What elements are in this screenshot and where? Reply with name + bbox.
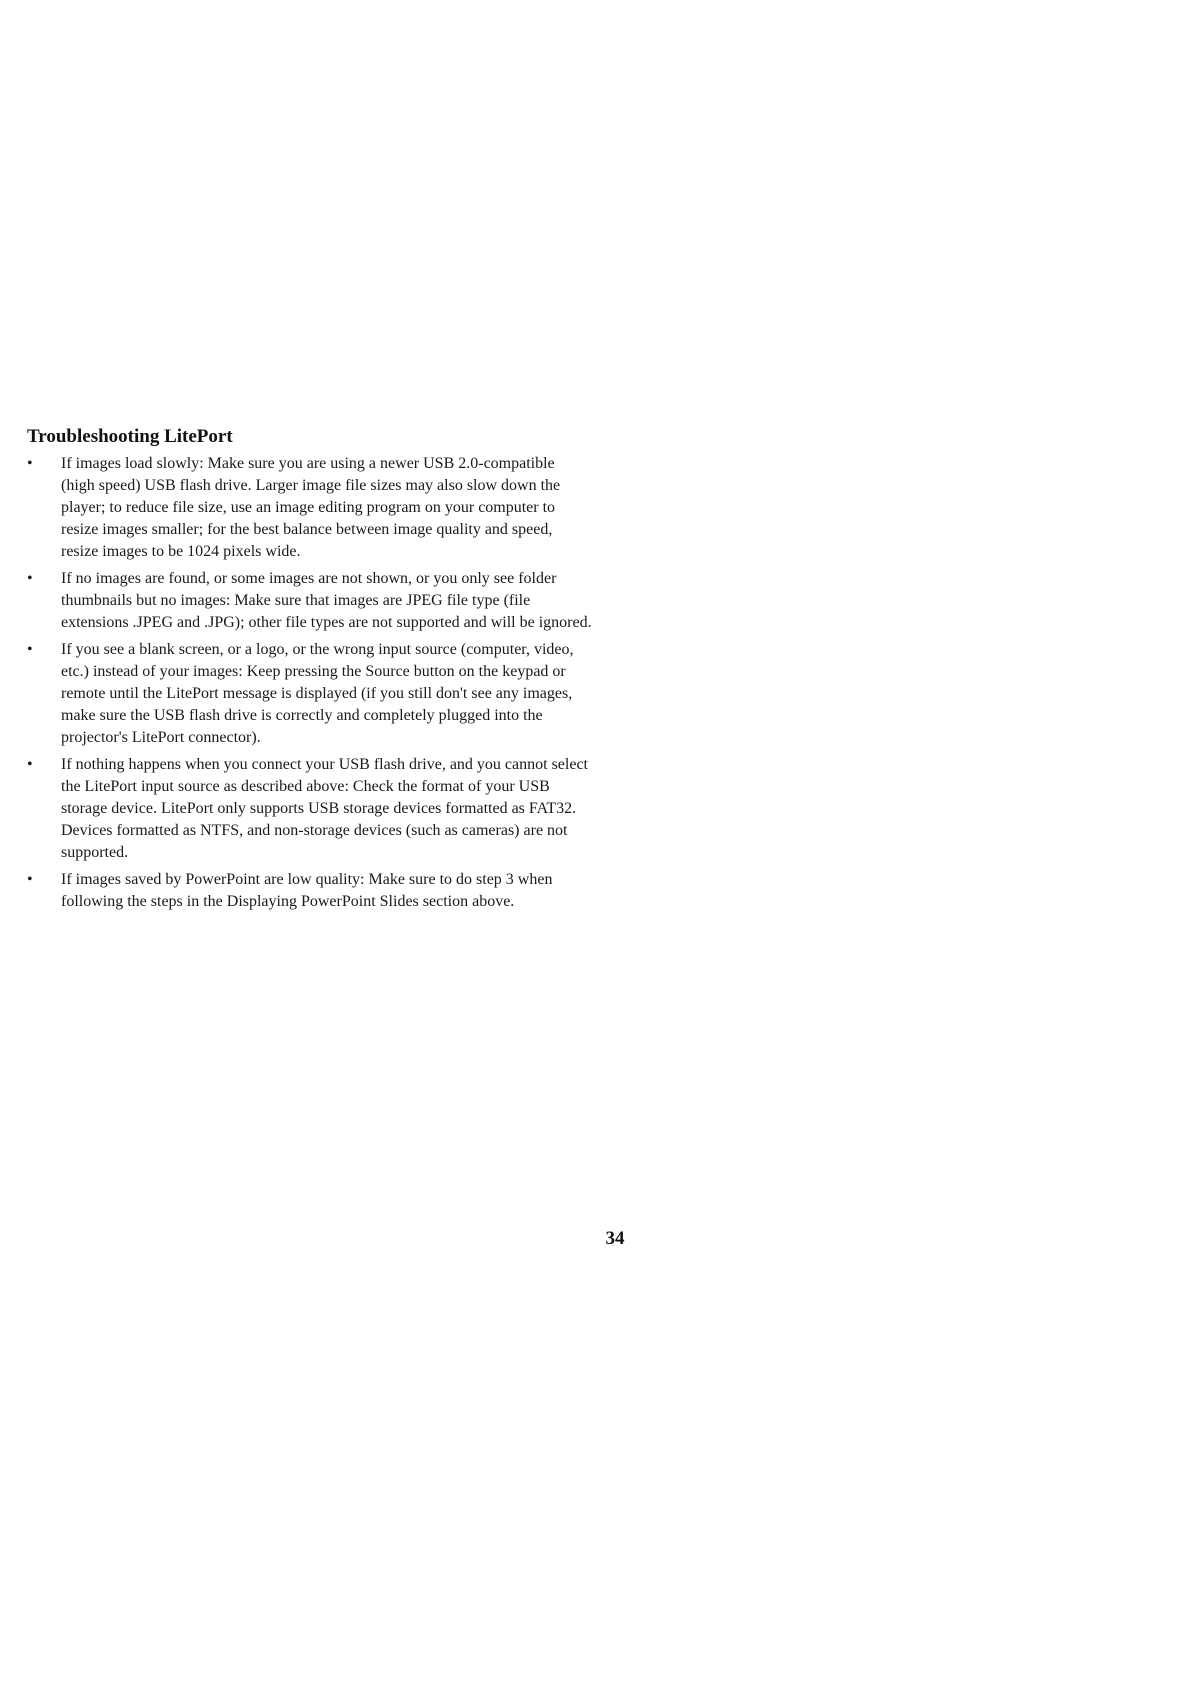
- list-item-text: If images saved by PowerPoint are low quality: Make sure to do step 3 when following the steps in the Displaying PowerPoint Slides section above.: [61, 871, 553, 910]
- list-item: [27, 869, 592, 913]
- bullet-icon: •: [27, 570, 33, 587]
- list-item: [27, 568, 592, 634]
- list-item-text: If images load slowly: Make sure you are using a newer USB 2.0-compatible (high speed) USB flash drive. Larger image file sizes may also slow down the player; to reduce file size, use an image editing program on your computer to resize images smaller; for the best balance between image quality and speed, resize images to be 1024 pixels wide.: [61, 455, 561, 560]
- bullet-icon: •: [27, 641, 33, 658]
- bullet-icon: •: [27, 871, 33, 888]
- page-number: 34: [605, 1228, 625, 1249]
- troubleshooting-section: [27, 425, 607, 918]
- bullet-icon: •: [27, 455, 33, 472]
- list-item-text: If you see a blank screen, or a logo, or the wrong input source (computer, video, etc.) instead of your images: Keep pressing the Source button on the keypad or remote until the LitePort message is displayed (if you still don't see any images, make sure the USB flash drive is correctly and completely plugged into the projector's LitePort connector).: [61, 641, 574, 746]
- bullet-icon: •: [27, 756, 33, 773]
- troubleshooting-list: [27, 453, 607, 913]
- list-item-text: If nothing happens when you connect your USB flash drive, and you cannot select the LitePort input source as described above: Check the format of your USB storage device. LitePort only supports USB storage devices formatted as FAT32. Devices formatted as NTFS, and non-storage devices (such as cameras) are not supported.: [61, 756, 588, 861]
- list-item-text: If no images are found, or some images are not shown, or you only see folder thumbnails but no images: Make sure that images are JPEG file type (file extensions .JPEG and .JPG); other file types are not supported and will be ignored.: [61, 570, 592, 631]
- list-item: [27, 453, 592, 563]
- list-item: [27, 639, 592, 749]
- section-heading: Troubleshooting LitePort: [27, 426, 233, 447]
- list-item: [27, 754, 592, 864]
